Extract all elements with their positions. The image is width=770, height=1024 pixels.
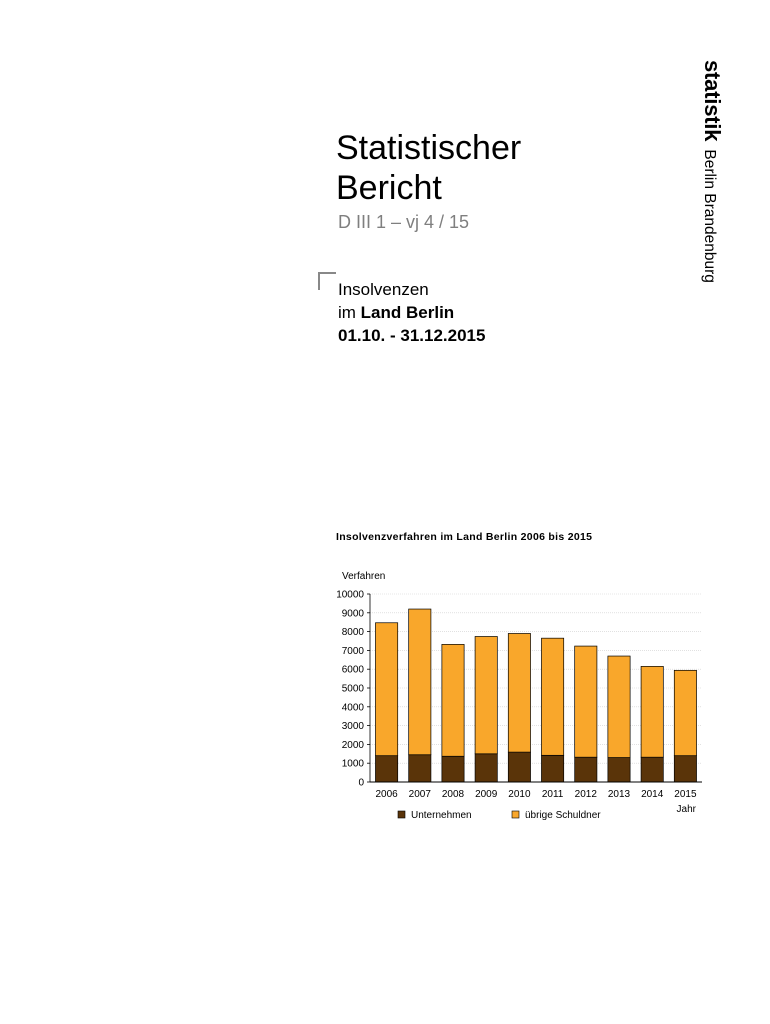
legend-label: übrige Schuldner <box>525 810 601 821</box>
x-tick-label: 2014 <box>641 789 664 800</box>
bar-unternehmen <box>375 756 397 782</box>
x-tick-label: 2008 <box>441 789 465 800</box>
legend-swatch-uebrige <box>512 811 519 818</box>
bar-uebrige-schuldner <box>442 644 464 756</box>
bar-unternehmen <box>541 755 563 782</box>
bar-unternehmen <box>409 755 431 782</box>
x-tick-label: 2009 <box>475 789 498 800</box>
y-tick-label: 0 <box>358 777 364 789</box>
insolvency-bar-chart <box>320 560 720 840</box>
y-axis-label: Verfahren <box>342 571 386 582</box>
report-period: 01.10. - 31.12.2015 <box>338 326 486 345</box>
report-code: D III 1 – vj 4 / 15 <box>338 212 470 232</box>
brand-word: statistik <box>700 60 725 142</box>
bar-uebrige-schuldner <box>541 638 563 755</box>
x-tick-label: 2015 <box>674 789 697 800</box>
bar-uebrige-schuldner <box>674 670 696 755</box>
subject-region: Land Berlin <box>360 303 455 322</box>
x-tick-label: 2011 <box>541 789 564 800</box>
y-tick-label: 4000 <box>341 702 364 714</box>
report-subject <box>338 278 485 347</box>
bar-unternehmen <box>475 754 497 782</box>
bar-unternehmen <box>508 752 530 782</box>
bar-stacks <box>375 609 696 782</box>
report-title-line2: Bericht <box>336 169 442 207</box>
bar-unternehmen <box>641 757 663 782</box>
y-tick-label: 10000 <box>336 589 364 601</box>
brand-region: Berlin Brandenburg <box>701 149 718 283</box>
bar-uebrige-schuldner <box>575 646 597 757</box>
report-title <box>336 128 521 208</box>
x-tick-label: 2013 <box>607 789 631 800</box>
chart-title: Insolvenzverfahren im Land Berlin 2006 bis 2015 <box>336 531 593 543</box>
bar-unternehmen <box>608 758 630 782</box>
y-tick-label: 1000 <box>341 758 364 770</box>
y-tick-label: 3000 <box>341 721 364 733</box>
bar-uebrige-schuldner <box>641 666 663 757</box>
subject-line2 <box>338 301 485 324</box>
y-tick-label: 6000 <box>341 664 364 676</box>
bar-uebrige-schuldner <box>508 633 530 752</box>
y-tick-label: 2000 <box>341 739 364 751</box>
y-tick-label: 5000 <box>341 683 364 695</box>
x-tick-label: 2010 <box>508 789 531 800</box>
x-axis-label: Jahr <box>676 804 696 815</box>
x-tick-label: 2007 <box>408 789 431 800</box>
bar-unternehmen <box>442 756 464 782</box>
y-tick-label: 9000 <box>341 608 364 620</box>
bar-uebrige-schuldner <box>608 656 630 758</box>
chart-legend <box>398 810 601 821</box>
bar-unternehmen <box>674 756 696 782</box>
y-tick-label: 8000 <box>341 627 364 639</box>
brand-logo <box>692 60 732 300</box>
legend-label: Unternehmen <box>411 810 472 821</box>
bar-uebrige-schuldner <box>409 609 431 755</box>
y-tick-label: 7000 <box>341 645 364 657</box>
corner-mark <box>318 272 336 290</box>
x-tick-labels <box>375 789 696 800</box>
bar-uebrige-schuldner <box>475 636 497 753</box>
x-tick-label: 2012 <box>574 789 597 800</box>
subject-line1: Insolvenzen <box>338 280 429 299</box>
y-tick-labels <box>336 590 364 789</box>
subject-prefix: im <box>338 303 361 322</box>
legend-swatch-unternehmen <box>398 811 405 818</box>
bar-uebrige-schuldner <box>375 623 397 756</box>
bar-unternehmen <box>575 757 597 782</box>
report-title-line1: Statistischer <box>336 129 522 167</box>
x-tick-label: 2006 <box>375 789 398 800</box>
